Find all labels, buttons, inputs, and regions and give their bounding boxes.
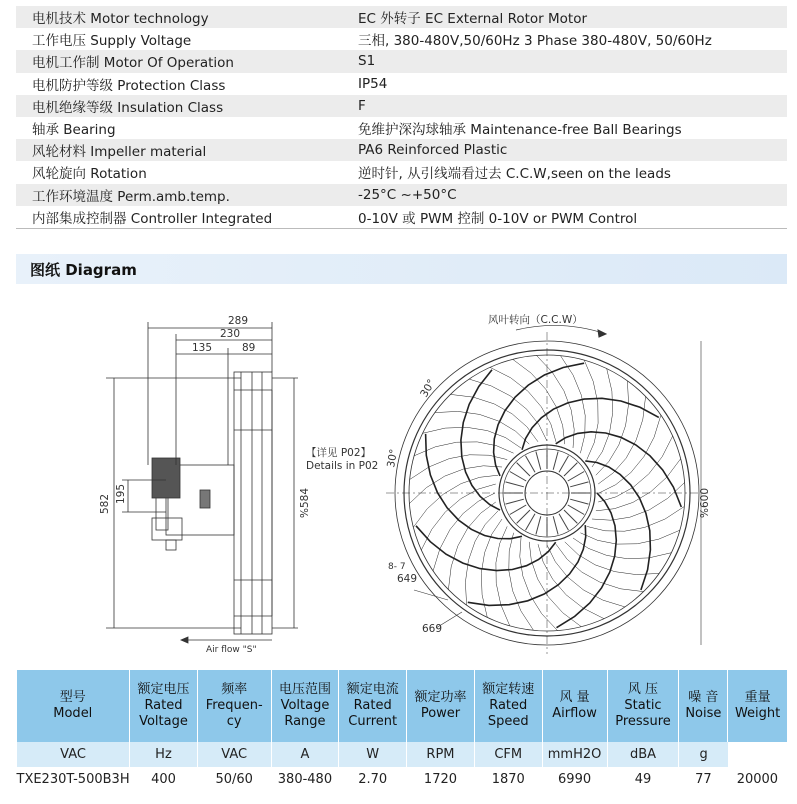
value-cell: TXE230T-500B3H [17, 767, 130, 792]
guard-wire [409, 466, 502, 504]
spec-value: F [342, 95, 787, 117]
dim-135: 135 [192, 342, 213, 354]
value-cell: 49 [607, 767, 679, 792]
value-cell: 1870 [474, 767, 542, 792]
spec-row [16, 206, 787, 228]
spec-label: 工作环境温度 Perm.amb.temp. [16, 184, 342, 206]
unit-cell: W [339, 742, 407, 767]
spec-value: 免维护深沟球轴承 Maintenance-free Ball Bearings [342, 117, 787, 139]
spec-row [16, 184, 787, 206]
dim-8-7: 8- 7 [388, 562, 406, 572]
unit-cell: Hz [130, 742, 198, 767]
value-cell: 50/60 [197, 767, 271, 792]
column-header: 型号 Model [17, 670, 130, 742]
guard-wire [520, 538, 558, 631]
dim-584: %584 [299, 487, 311, 518]
rotation-label: 风叶转向（C.C.W） [488, 314, 583, 326]
angle-30b: 30° [385, 448, 401, 469]
spec-value: -25°C ~+50°C [342, 184, 787, 206]
guard-wire [496, 526, 510, 626]
spec-label: 电机防护等级 Protection Class [16, 73, 342, 95]
spec-label: 工作电压 Supply Voltage [16, 28, 342, 50]
guard-wire [598, 397, 645, 485]
value-cell: 2.70 [339, 767, 407, 792]
spec-row [16, 28, 787, 50]
spec-value: S1 [342, 50, 787, 72]
spec-value: PA6 Reinforced Plastic [342, 139, 787, 161]
section-title: 图纸 Diagram [30, 261, 137, 279]
dim-230: 230 [220, 328, 241, 340]
column-header: 额定电压 Rated Voltage [130, 670, 198, 742]
value-cell: 1720 [407, 767, 475, 792]
guard-wire [433, 493, 495, 571]
value-cell: 400 [130, 767, 198, 792]
guard-wire [599, 415, 661, 493]
dim-669: 669 [422, 623, 443, 635]
column-header: 额定电流 Rated Current [339, 670, 407, 742]
value-cell: 77 [679, 767, 728, 792]
spec-label: 风轮旋向 Rotation [16, 161, 342, 183]
value-cell: 6990 [542, 767, 607, 792]
column-header: 额定转速 Rated Speed [474, 670, 542, 742]
spec-row [16, 73, 787, 95]
guard-wire [580, 530, 680, 544]
details-en: Details in P02 [306, 460, 379, 472]
spec-label: 电机工作制 Motor Of Operation [16, 50, 342, 72]
spec-row [16, 117, 787, 139]
section-header [16, 254, 787, 284]
spec-table [16, 6, 787, 228]
technical-drawing [16, 290, 787, 665]
column-header: 频率 Frequen- cy [197, 670, 271, 742]
spec-row [16, 139, 787, 161]
guard-wire [538, 544, 604, 619]
spec-row [16, 6, 787, 28]
column-header: 额定功率 Power [407, 670, 475, 742]
spec-value: 逆时针, 从引线端看过去 C.C.W,seen on the leads [342, 161, 787, 183]
unit-cell: dBA [607, 742, 679, 767]
guard-wire [490, 367, 556, 442]
guard-wire [451, 394, 539, 441]
model-data-table [16, 670, 787, 792]
guard-wire [513, 359, 565, 444]
details-cn: 【详见 P02】 [306, 447, 372, 459]
guard-wire [592, 483, 685, 521]
spec-label: 电机绝缘等级 Insulation Class [16, 95, 342, 117]
guard-wire [556, 544, 644, 591]
dim-582: 582 [99, 493, 111, 514]
guard-wire [584, 360, 598, 460]
spec-label: 轴承 Bearing [16, 117, 342, 139]
dim-289: 289 [228, 315, 249, 327]
spec-row [16, 161, 787, 183]
dim-649: 649 [397, 573, 418, 585]
angle-30a: 30° [418, 377, 438, 400]
column-header: 重量 Weight [728, 670, 787, 742]
spec-value: EC 外转子 EC External Rotor Motor [342, 6, 787, 28]
impeller-blade [522, 398, 659, 449]
unit-cell: mmH2O [542, 742, 607, 767]
spec-row [16, 50, 787, 72]
guard-wire [423, 427, 521, 448]
unit-cell: CFM [474, 742, 542, 767]
value-cell: 20000 [728, 767, 787, 792]
unit-cell: A [271, 742, 339, 767]
unit-cell: VAC [197, 742, 271, 767]
unit-cell: g [679, 742, 728, 767]
column-header: 电压范围 Voltage Range [271, 670, 339, 742]
dim-195: 195 [115, 483, 127, 504]
guard-wire [537, 355, 575, 448]
guard-wire [448, 502, 495, 590]
spec-value: 三相, 380-480V,50/60Hz 3 Phase 380-480V, 50/60Hz [342, 28, 787, 50]
spec-label: 电机技术 Motor technology [16, 6, 342, 28]
spec-value: 0-10V 或 PWM 控制 0-10V or PWM Control [342, 206, 787, 228]
unit-cell: RPM [407, 742, 475, 767]
unit-cell: VAC [17, 742, 130, 767]
guard-wire [414, 442, 513, 456]
guard-wire [469, 379, 547, 441]
spec-label: 风轮材料 Impeller material [16, 139, 342, 161]
spec-row [16, 95, 787, 117]
guard-wire [573, 538, 671, 559]
airflow-label: Air flow "S" [206, 645, 257, 655]
spec-value: IP54 [342, 73, 787, 95]
guard-wire [481, 519, 502, 617]
column-header: 风 压 Static Pressure [607, 670, 679, 742]
spec-label: 内部集成控制器 Controller Integrated [16, 206, 342, 228]
column-header: 噪 音 Noise [679, 670, 728, 742]
dim-89: 89 [242, 342, 256, 354]
spec-divider [16, 228, 787, 229]
guard-wire [592, 369, 613, 467]
guard-wire [421, 484, 496, 550]
dim-600: %600 [699, 487, 711, 518]
value-cell: 380-480 [271, 767, 339, 792]
guard-wire [547, 545, 625, 607]
impeller-blade [585, 461, 650, 590]
column-header: 风 量 Airflow [542, 670, 607, 742]
guard-wire [529, 542, 581, 627]
